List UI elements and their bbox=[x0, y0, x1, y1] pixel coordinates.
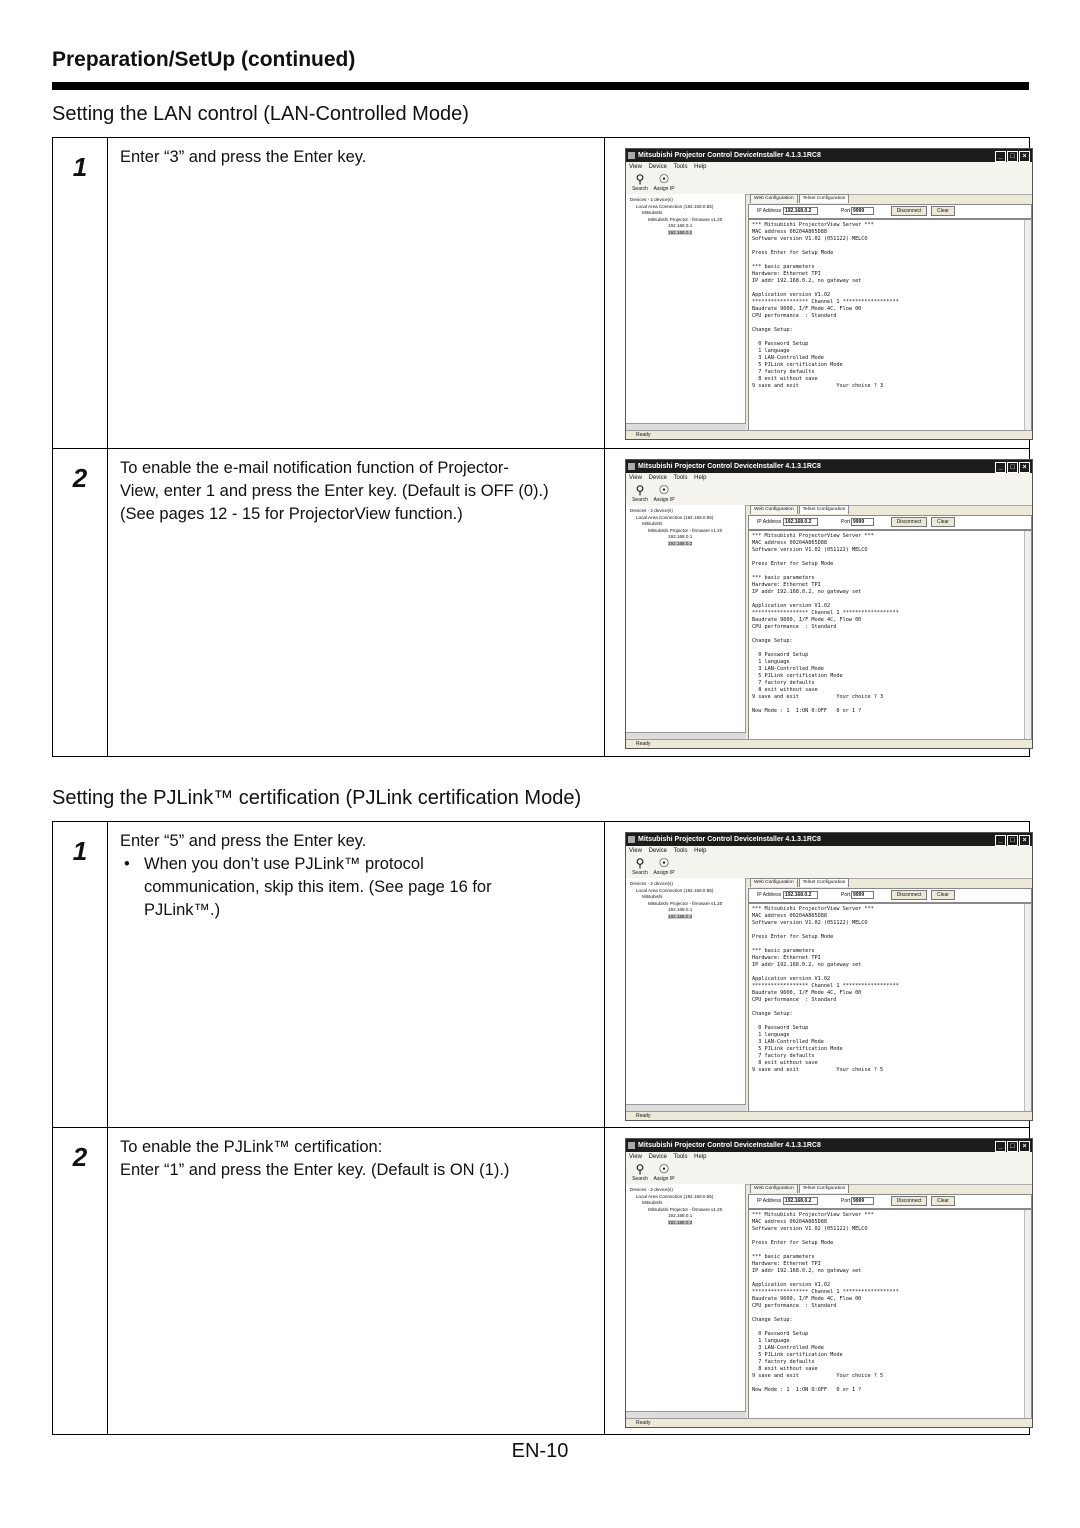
terminal-extra-line: Now Mode : 1 1:ON 0:OFF 0 or 1 ? bbox=[752, 1387, 862, 1393]
menu-help[interactable]: Help bbox=[694, 164, 707, 170]
status-text: Ready bbox=[636, 432, 651, 438]
step-screenshot-cell bbox=[605, 1128, 1030, 1435]
step-text bbox=[108, 138, 605, 449]
ip-address-field[interactable]: 192.168.0.2 bbox=[783, 207, 818, 215]
assign-ip-button[interactable]: ☉ Assign IP bbox=[653, 1162, 675, 1182]
status-text: Ready bbox=[636, 1113, 651, 1119]
window-title: Mitsubishi Projector Control DeviceInstaller 4.1.3.1RC8 bbox=[638, 463, 821, 470]
ip-address-label: IP Address bbox=[757, 892, 782, 898]
maximize-icon[interactable]: □ bbox=[1007, 462, 1018, 473]
menubar bbox=[626, 473, 1032, 483]
tab-telnet-configuration[interactable]: Telnet Configuration bbox=[799, 194, 850, 203]
step-number: 1 bbox=[53, 138, 108, 449]
clear-button[interactable]: Clear bbox=[931, 206, 955, 216]
terminal-choice-line: 9 save and exit Your choice ? 3 bbox=[752, 383, 884, 389]
window-titlebar[interactable] bbox=[626, 833, 1032, 846]
search-button[interactable]: ⚲ Search bbox=[628, 857, 652, 876]
tree-item[interactable]: Mitsubishi bbox=[642, 210, 663, 215]
connection-bar bbox=[748, 204, 1032, 219]
tree-item[interactable]: Devices - 2 device(s) bbox=[630, 1187, 673, 1192]
terminal-scrollbar[interactable] bbox=[1024, 220, 1031, 430]
tab-web-configuration[interactable]: Web Configuration bbox=[750, 878, 798, 887]
window-titlebar[interactable] bbox=[626, 460, 1032, 473]
window-title: Mitsubishi Projector Control DeviceInstaller 4.1.3.1RC8 bbox=[638, 152, 821, 159]
status-text: Ready bbox=[636, 1420, 651, 1426]
tab-telnet-configuration[interactable]: Telnet Configuration bbox=[799, 878, 850, 887]
tree-item[interactable]: Local Area Connection (192.168.0.55) bbox=[636, 887, 714, 893]
toolbar bbox=[626, 172, 1032, 195]
tree-item[interactable]: Local Area Connection (192.168.0.55) bbox=[636, 203, 714, 209]
step-number: 2 bbox=[53, 1128, 108, 1435]
minimize-icon[interactable]: _ bbox=[995, 151, 1006, 162]
device-tree bbox=[626, 1184, 746, 1411]
step-bullets bbox=[120, 853, 594, 922]
toolbar bbox=[626, 856, 1032, 879]
menu-help[interactable]: Help bbox=[694, 848, 707, 854]
step-line: Enter “5” and press the Enter key. bbox=[120, 832, 367, 850]
tree-item[interactable]: Mitsubishi Projector - firmware v1.20 bbox=[648, 1206, 723, 1212]
close-icon[interactable]: × bbox=[1019, 835, 1030, 846]
config-tabs bbox=[748, 1184, 1032, 1194]
maximize-icon[interactable]: □ bbox=[1007, 1141, 1018, 1152]
assign-ip-icon: ☉ bbox=[658, 856, 670, 870]
menu-device[interactable]: Device bbox=[648, 475, 667, 481]
window-titlebar[interactable] bbox=[626, 1139, 1032, 1152]
maximize-icon[interactable]: □ bbox=[1007, 151, 1018, 162]
step-line: Enter “1” and press the Enter key. (Default is ON (1).) bbox=[120, 1161, 510, 1179]
main-panel bbox=[748, 1184, 1032, 1427]
steps-table-lan bbox=[52, 137, 1030, 757]
app-icon bbox=[628, 836, 635, 843]
tree-item[interactable]: Devices - 2 device(s) bbox=[630, 508, 673, 513]
menu-view[interactable]: View bbox=[629, 164, 642, 170]
assign-ip-button[interactable]: ☉ Assign IP bbox=[653, 172, 675, 192]
step-line: To enable the e-mail notification function of Projector- bbox=[120, 459, 509, 477]
connection-bar bbox=[748, 1194, 1032, 1209]
search-button[interactable]: ⚲ Search bbox=[628, 1163, 652, 1182]
connection-bar bbox=[748, 888, 1032, 903]
port-label: Port bbox=[841, 892, 851, 898]
clear-button[interactable]: Clear bbox=[931, 890, 955, 900]
tree-item-selected[interactable]: 192.168.0.2 bbox=[668, 913, 693, 919]
connection-bar bbox=[748, 515, 1032, 530]
close-icon[interactable]: × bbox=[1019, 1141, 1030, 1152]
disconnect-button[interactable]: Disconnect bbox=[891, 206, 927, 216]
tree-item[interactable]: Mitsubishi Projector - firmware v1.20 bbox=[648, 527, 723, 533]
menu-tools[interactable]: Tools bbox=[673, 1154, 688, 1160]
tab-web-configuration[interactable]: Web Configuration bbox=[750, 505, 798, 514]
tree-horizontal-scrollbar[interactable] bbox=[626, 423, 746, 430]
main-panel bbox=[748, 878, 1032, 1120]
clear-button[interactable]: Clear bbox=[931, 1196, 955, 1206]
menu-view[interactable]: View bbox=[629, 475, 642, 481]
tree-item[interactable]: Mitsubishi bbox=[642, 894, 663, 899]
minimize-icon[interactable]: _ bbox=[995, 462, 1006, 473]
terminal-scrollbar[interactable] bbox=[1024, 904, 1031, 1111]
status-text: Ready bbox=[636, 741, 651, 747]
app-icon bbox=[628, 463, 635, 470]
terminal-scrollbar[interactable] bbox=[1024, 531, 1031, 739]
search-button[interactable]: ⚲ Search bbox=[628, 484, 652, 503]
step-screenshot-cell bbox=[605, 138, 1030, 449]
menubar bbox=[626, 1152, 1032, 1162]
step-line: View, enter 1 and press the Enter key. (Default is OFF (0).) bbox=[120, 482, 549, 500]
terminal-output: *** Mitsubishi ProjectorView Server *** MAC address 00204A865D88 Software version V1.02 (051122) MELCO Press Enter for Setup Mode *** basic parameters Hardware: Ethernet TPI IP addr 192.168.0.2, no gateway set Application version V1.02 ****************** Channel 1 ****************** Baudrate 9600, I/F Mode 4C, Flow 00 CPU performance : Standard Change Setup: 0 Password Setup 1 language 3 LAN-Controlled Mode 5 PJLink certification Mode 7 factory defaults 8 exit without save bbox=[752, 1212, 899, 1372]
bullet-item: • When you don’t use PJLink™ protocol communication, skip this item. (See page 16 for PJLink™.) bbox=[144, 853, 594, 922]
disconnect-button[interactable]: Disconnect bbox=[891, 1196, 927, 1206]
tab-web-configuration[interactable]: Web Configuration bbox=[750, 194, 798, 203]
terminal-choice-line: 9 save and exit Your choice ? 5 bbox=[752, 1067, 884, 1073]
disconnect-button[interactable]: Disconnect bbox=[891, 890, 927, 900]
tree-item[interactable]: Devices - 2 device(s) bbox=[630, 881, 673, 886]
tree-item[interactable]: Local Area Connection (192.168.0.55) bbox=[636, 514, 714, 520]
close-icon[interactable]: × bbox=[1019, 151, 1030, 162]
step-screenshot-cell bbox=[605, 449, 1030, 757]
tree-item[interactable]: Local Area Connection (192.168.0.55) bbox=[636, 1193, 714, 1199]
config-tabs bbox=[748, 194, 1032, 204]
tree-horizontal-scrollbar[interactable] bbox=[626, 1411, 746, 1418]
assign-ip-icon: ☉ bbox=[658, 1162, 670, 1176]
assign-ip-button[interactable]: ☉ Assign IP bbox=[653, 483, 675, 503]
toolbar bbox=[626, 1162, 1032, 1185]
steps-table-pjlink bbox=[52, 821, 1030, 1435]
menubar bbox=[626, 846, 1032, 856]
app-icon bbox=[628, 1142, 635, 1149]
menu-view[interactable]: View bbox=[629, 1154, 642, 1160]
step-row bbox=[53, 1128, 1030, 1435]
device-tree bbox=[626, 878, 746, 1104]
telnet-terminal[interactable] bbox=[748, 1209, 1032, 1419]
app-window bbox=[625, 1138, 1033, 1428]
tree-item[interactable]: Mitsubishi bbox=[642, 1200, 663, 1205]
terminal-output: *** Mitsubishi ProjectorView Server *** MAC address 00204A865D88 Software version V1.02 (051122) MELCO Press Enter for Setup Mode *** basic parameters Hardware: Ethernet TPI IP addr 192.168.0.2, no gateway set Application version V1.02 ****************** Channel 1 ****************** Baudrate 9600, I/F Mode 4C, Flow 00 CPU performance : Standard Change Setup: 0 Password Setup 1 language 3 LAN-Controlled Mode 5 PJLink certification Mode 7 factory defaults 8 exit without save bbox=[752, 906, 899, 1066]
terminal-choice-line: 9 save and exit Your choice ? 3 bbox=[752, 694, 884, 700]
tree-item-selected[interactable]: 192.168.0.2 bbox=[668, 229, 693, 235]
app-window bbox=[625, 148, 1033, 440]
tree-item[interactable]: 192.168.0.1 bbox=[668, 907, 693, 912]
clear-button[interactable]: Clear bbox=[931, 517, 955, 527]
tree-item[interactable]: Mitsubishi Projector - firmware v1.20 bbox=[648, 216, 723, 222]
step-screenshot-cell bbox=[605, 822, 1030, 1128]
status-bar bbox=[626, 1418, 1032, 1427]
header-rule bbox=[52, 82, 1029, 90]
terminal-output: *** Mitsubishi ProjectorView Server *** MAC address 00204A865D88 Software version V1.02 (051122) MELCO Press Enter for Setup Mode *** basic parameters Hardware: Ethernet TPI IP addr 192.168.0.2, no gateway set Application version V1.02 ****************** Channel 1 ****************** Baudrate 9600, I/F Mode 4C, Flow 00 CPU performance : Standard Change Setup: 0 Password Setup 1 language 3 LAN-Controlled Mode 5 PJLink certification Mode 7 factory defaults 8 exit without save bbox=[752, 533, 899, 693]
step-number: 2 bbox=[53, 449, 108, 757]
search-icon: ⚲ bbox=[635, 483, 645, 497]
search-icon: ⚲ bbox=[635, 856, 645, 870]
ip-address-label: IP Address bbox=[757, 208, 782, 214]
minimize-icon[interactable]: _ bbox=[995, 835, 1006, 846]
disconnect-button[interactable]: Disconnect bbox=[891, 517, 927, 527]
section-title-lan: Setting the LAN control (LAN-Controlled Mode) bbox=[52, 103, 469, 125]
app-window bbox=[625, 459, 1033, 749]
menu-help[interactable]: Help bbox=[694, 475, 707, 481]
port-label: Port bbox=[841, 1198, 851, 1204]
port-field[interactable]: 9999 bbox=[851, 207, 874, 215]
step-row bbox=[53, 822, 1030, 1128]
step-line: To enable the PJLink™ certification: bbox=[120, 1138, 383, 1156]
step-line: (See pages 12 - 15 for ProjectorView function.) bbox=[120, 505, 463, 523]
tree-horizontal-scrollbar[interactable] bbox=[626, 1104, 746, 1111]
menu-device[interactable]: Device bbox=[648, 848, 667, 854]
window-title: Mitsubishi Projector Control DeviceInstaller 4.1.3.1RC8 bbox=[638, 836, 821, 843]
tree-item[interactable]: Devices - 2 device(s) bbox=[630, 197, 673, 202]
assign-ip-icon: ☉ bbox=[658, 483, 670, 497]
ip-address-label: IP Address bbox=[757, 1198, 782, 1204]
menu-device[interactable]: Device bbox=[648, 1154, 667, 1160]
assign-ip-button[interactable]: ☉ Assign IP bbox=[653, 856, 675, 876]
menu-help[interactable]: Help bbox=[694, 1154, 707, 1160]
menu-tools[interactable]: Tools bbox=[673, 475, 688, 481]
terminal-output: *** Mitsubishi ProjectorView Server *** MAC address 00204A865D88 Software version V1.02 (051122) MELCO Press Enter for Setup Mode *** basic parameters Hardware: Ethernet TPI IP addr 192.168.0.2, no gateway set Application version V1.02 ****************** Channel 1 ****************** Baudrate 9600, I/F Mode 4C, Flow 00 CPU performance : Standard Change Setup: 0 Password Setup 1 language 3 LAN-Controlled Mode 5 PJLink certification Mode 7 factory defaults 8 exit without save bbox=[752, 222, 899, 382]
port-field[interactable]: 9999 bbox=[851, 1197, 874, 1205]
menubar bbox=[626, 162, 1032, 172]
step-text bbox=[108, 822, 605, 1128]
tree-item[interactable]: 192.168.0.1 bbox=[668, 223, 693, 228]
menu-view[interactable]: View bbox=[629, 848, 642, 854]
telnet-terminal[interactable] bbox=[748, 903, 1032, 1112]
config-tabs bbox=[748, 505, 1032, 515]
tree-item[interactable]: Mitsubishi Projector - firmware v1.20 bbox=[648, 900, 723, 906]
step-number: 1 bbox=[53, 822, 108, 1128]
menu-tools[interactable]: Tools bbox=[673, 164, 688, 170]
tab-telnet-configuration[interactable]: Telnet Configuration bbox=[799, 505, 850, 514]
terminal-choice-line: 9 save and exit Your choice ? 5 bbox=[752, 1373, 884, 1379]
menu-device[interactable]: Device bbox=[648, 164, 667, 170]
search-icon: ⚲ bbox=[635, 172, 645, 186]
ip-address-field[interactable]: 192.168.0.2 bbox=[783, 891, 818, 899]
window-title: Mitsubishi Projector Control DeviceInstaller 4.1.3.1RC8 bbox=[638, 1142, 821, 1149]
page-number: EN-10 bbox=[511, 1440, 569, 1462]
status-bar bbox=[626, 1111, 1032, 1120]
main-panel bbox=[748, 505, 1032, 748]
app-window bbox=[625, 832, 1033, 1121]
tab-telnet-configuration[interactable]: Telnet Configuration bbox=[799, 1184, 850, 1193]
tree-item[interactable]: 192.168.0.1 bbox=[668, 1213, 693, 1218]
device-tree bbox=[626, 505, 746, 732]
ip-address-field[interactable]: 192.168.0.2 bbox=[783, 518, 818, 526]
minimize-icon[interactable]: _ bbox=[995, 1141, 1006, 1152]
port-label: Port bbox=[841, 208, 851, 214]
config-tabs bbox=[748, 878, 1032, 888]
search-button[interactable]: ⚲ Search bbox=[628, 173, 652, 192]
ip-address-field[interactable]: 192.168.0.2 bbox=[783, 1197, 818, 1205]
step-row bbox=[53, 449, 1030, 757]
tree-horizontal-scrollbar[interactable] bbox=[626, 732, 746, 739]
tree-item[interactable]: Mitsubishi bbox=[642, 521, 663, 526]
window-titlebar[interactable] bbox=[626, 149, 1032, 162]
tab-web-configuration[interactable]: Web Configuration bbox=[750, 1184, 798, 1193]
assign-ip-icon: ☉ bbox=[658, 172, 670, 186]
device-tree bbox=[626, 194, 746, 423]
toolbar bbox=[626, 483, 1032, 506]
terminal-scrollbar[interactable] bbox=[1024, 1210, 1031, 1418]
menu-tools[interactable]: Tools bbox=[673, 848, 688, 854]
status-bar bbox=[626, 739, 1032, 748]
step-text bbox=[108, 449, 605, 757]
terminal-extra-line: Now Mode : 1 1:ON 0:OFF 0 or 1 ? bbox=[752, 708, 862, 714]
port-field[interactable]: 9999 bbox=[851, 891, 874, 899]
tree-item-selected[interactable]: 192.168.0.2 bbox=[668, 1219, 693, 1225]
tree-item[interactable]: 192.168.0.1 bbox=[668, 534, 693, 539]
tree-item-selected[interactable]: 192.168.0.2 bbox=[668, 540, 693, 546]
step-row bbox=[53, 138, 1030, 449]
app-icon bbox=[628, 152, 635, 159]
telnet-terminal[interactable] bbox=[748, 219, 1032, 431]
telnet-terminal[interactable] bbox=[748, 530, 1032, 740]
page-header: Preparation/SetUp (continued) bbox=[52, 48, 356, 71]
step-line: Enter “3” and press the Enter key. bbox=[120, 148, 367, 166]
status-bar bbox=[626, 430, 1032, 439]
ip-address-label: IP Address bbox=[757, 519, 782, 525]
port-label: Port bbox=[841, 519, 851, 525]
close-icon[interactable]: × bbox=[1019, 462, 1030, 473]
port-field[interactable]: 9999 bbox=[851, 518, 874, 526]
search-icon: ⚲ bbox=[635, 1162, 645, 1176]
step-text bbox=[108, 1128, 605, 1435]
main-panel bbox=[748, 194, 1032, 439]
maximize-icon[interactable]: □ bbox=[1007, 835, 1018, 846]
section-title-pjlink: Setting the PJLink™ certification (PJLink certification Mode) bbox=[52, 787, 582, 809]
